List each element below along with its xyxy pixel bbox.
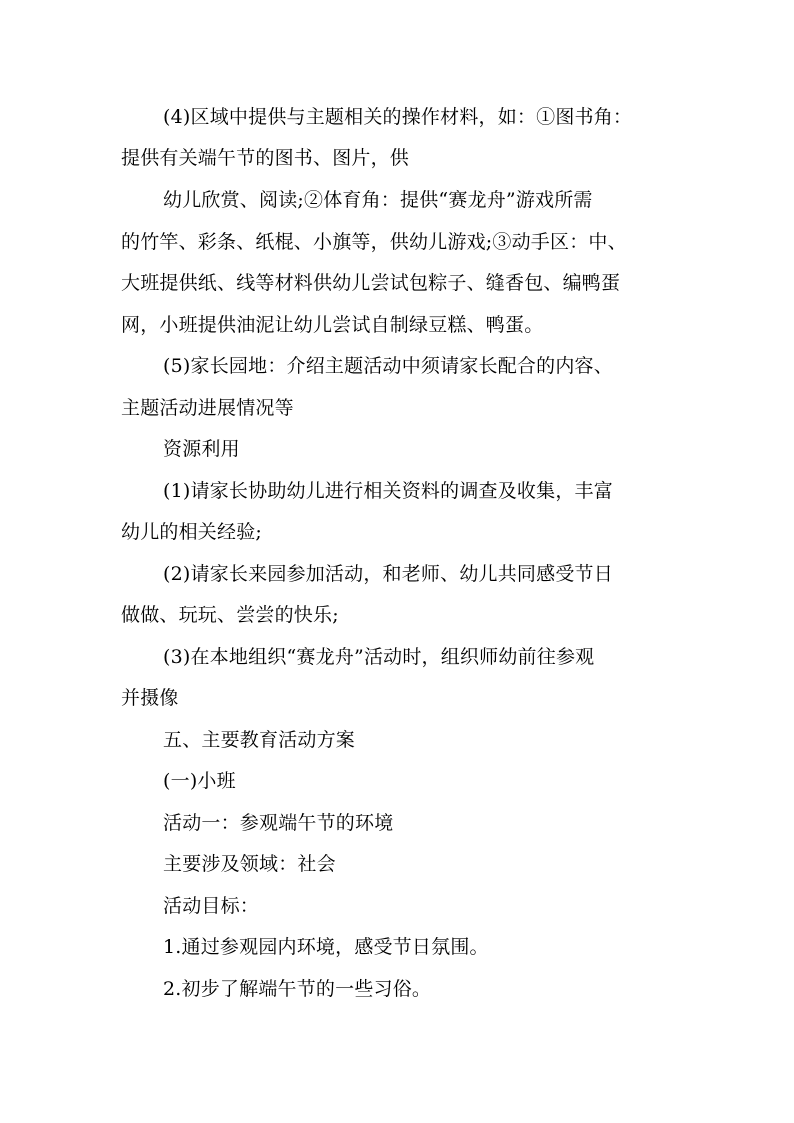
text-line: 做做、玩玩、尝尝的快乐; [121, 604, 339, 626]
text-line: 大班提供纸、线等材料供幼儿尝试包粽子、缝香包、编鸭蛋 [121, 272, 621, 294]
section-heading: 资源利用 [163, 438, 240, 460]
text-line: 幼儿欣赏、阅读;②体育角：提供“赛龙舟”游戏所需 [163, 189, 593, 211]
text-line: 并摄像 [121, 687, 179, 709]
list-item: 1.通过参观园内环境，感受节日氛围。 [163, 936, 489, 958]
text-line: 主题活动进展情况等 [121, 397, 294, 419]
section-heading: 五、主要教育活动方案 [163, 729, 356, 751]
text-line: (1)请家长协助幼儿进行相关资料的调查及收集，丰富 [163, 480, 613, 502]
text-line: (4)区域中提供与主题相关的操作材料，如：①图书角： [163, 106, 633, 128]
text-line: 提供有关端午节的图书、图片，供 [121, 147, 410, 169]
text-line: 主要涉及领域：社会 [163, 853, 336, 875]
activity-title: 活动一：参观端午节的环境 [163, 812, 394, 834]
subsection-heading: (一)小班 [163, 770, 236, 792]
text-line: 活动目标： [163, 895, 260, 917]
text-line: 网，小班提供油泥让幼儿尝试自制绿豆糕、鸭蛋。 [121, 314, 544, 336]
list-item: 2.初步了解端午节的一些习俗。 [163, 978, 432, 1000]
text-line: 的竹竿、彩条、纸棍、小旗等，供幼儿游戏;③动手区：中、 [121, 231, 627, 253]
text-line: (3)在本地组织“赛龙舟”活动时，组织师幼前往参观 [163, 646, 595, 668]
text-line: (5)家长园地：介绍主题活动中须请家长配合的内容、 [163, 355, 613, 377]
text-line: 幼儿的相关经验; [121, 521, 263, 543]
text-line: (2)请家长来园参加活动，和老师、幼儿共同感受节日 [163, 563, 613, 585]
